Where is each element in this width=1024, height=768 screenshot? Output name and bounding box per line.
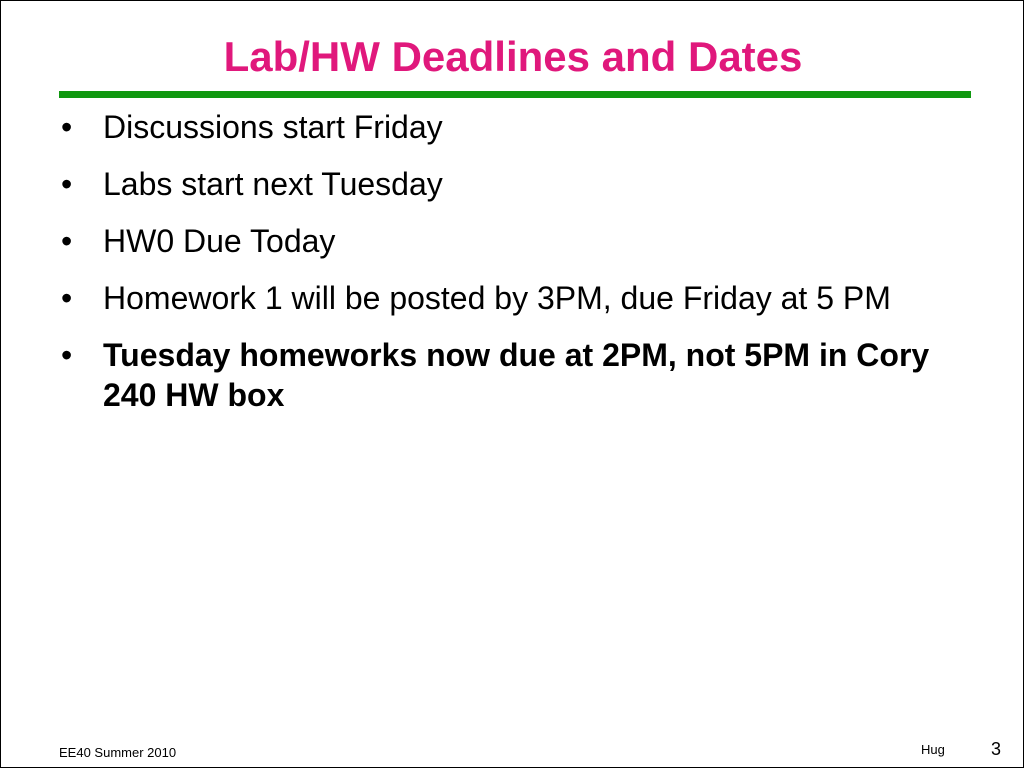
bullet-list bbox=[61, 107, 991, 432]
bullet-text: Homework 1 will be posted by 3PM, due Friday at 5 PM bbox=[103, 280, 891, 316]
title-divider bbox=[59, 91, 971, 98]
bullet-icon: • bbox=[61, 337, 73, 373]
bullet-text: Discussions start Friday bbox=[103, 109, 443, 145]
bullet-item bbox=[61, 164, 991, 204]
bullet-icon: • bbox=[61, 166, 73, 202]
bullet-icon: • bbox=[61, 223, 73, 259]
bullet-icon: • bbox=[61, 109, 73, 145]
bullet-text: HW0 Due Today bbox=[103, 223, 336, 259]
bullet-item bbox=[61, 107, 991, 147]
slide-title: Lab/HW Deadlines and Dates bbox=[223, 33, 803, 80]
bullet-text: Labs start next Tuesday bbox=[103, 166, 443, 202]
bullet-icon: • bbox=[61, 280, 73, 316]
bullet-item bbox=[61, 335, 991, 415]
bullet-item bbox=[61, 221, 991, 261]
footer-course: EE40 Summer 2010 bbox=[59, 745, 177, 760]
bullet-item bbox=[61, 278, 991, 318]
footer-author: Hug bbox=[921, 742, 945, 757]
page-number: 3 bbox=[991, 739, 1002, 759]
bullet-text: Tuesday homeworks now due at 2PM, not 5PM in Cory 240 HW box bbox=[103, 337, 930, 413]
